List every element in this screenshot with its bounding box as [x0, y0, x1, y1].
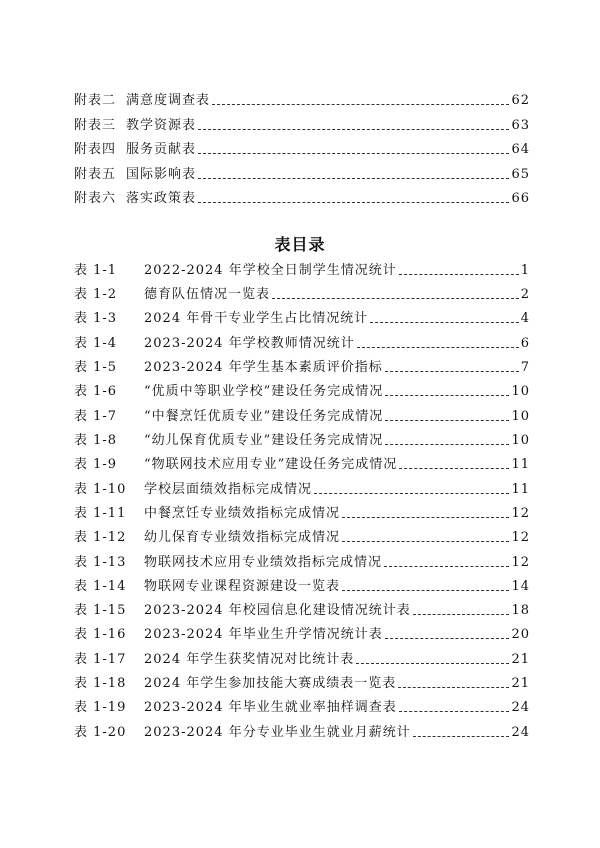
appendix-entry[interactable]: [74, 115, 530, 135]
table-list-heading: 表目录: [274, 235, 326, 254]
table-entry[interactable]: [74, 381, 530, 401]
entry-page-number: 62: [511, 93, 530, 108]
entry-title: 2022-2024 年学校全日制学生情况统计: [144, 263, 397, 278]
dot-leader: [399, 274, 519, 275]
entry-label: 表 1-19: [74, 700, 127, 715]
dot-leader: [342, 517, 509, 518]
table-entry[interactable]: [74, 284, 530, 304]
entry-label: 表 1-10: [74, 482, 127, 497]
table-entry[interactable]: [74, 430, 530, 450]
dot-leader: [198, 202, 509, 203]
entry-page-number: 10: [511, 433, 530, 448]
dot-leader: [384, 566, 509, 567]
table-entry[interactable]: [74, 260, 530, 280]
entry-title: 服务贡献表: [126, 142, 197, 157]
entry-label: 表 1-2: [74, 287, 118, 302]
entry-title: 2023-2024 年学校教师情况统计: [144, 336, 355, 351]
entry-title: 物联网技术应用专业绩效指标完成情况: [144, 555, 383, 570]
dot-leader: [370, 322, 519, 323]
entry-title: 中餐烹饪专业绩效指标完成情况: [144, 506, 341, 521]
entry-label: 表 1-14: [74, 579, 127, 594]
table-entry[interactable]: [74, 503, 530, 523]
entry-page-number: 64: [511, 142, 530, 157]
entry-label: 附表六: [74, 191, 117, 206]
table-entry[interactable]: [74, 308, 530, 328]
dot-leader: [356, 663, 509, 664]
entry-label: 附表四: [74, 142, 117, 157]
dot-leader: [399, 711, 510, 712]
table-entry[interactable]: [74, 600, 530, 620]
table-entry[interactable]: [74, 357, 530, 377]
entry-title: 2023-2024 年毕业生就业率抽样调查表: [144, 700, 397, 715]
table-entry[interactable]: [74, 406, 530, 426]
entry-title: “优质中等职业学校”建设任务完成情况: [144, 384, 384, 399]
table-entry[interactable]: [74, 649, 530, 669]
dot-leader: [413, 736, 510, 737]
dot-leader: [385, 444, 509, 445]
table-entry[interactable]: [74, 527, 530, 547]
entry-label: 附表三: [74, 118, 117, 133]
entry-label: 表 1-7: [74, 409, 118, 424]
dot-leader: [357, 347, 519, 348]
entry-page-number: 11: [511, 457, 530, 472]
table-entry[interactable]: [74, 333, 530, 353]
entry-title: 满意度调查表: [126, 93, 211, 108]
dot-leader: [198, 178, 509, 179]
entry-title: 2024 年学生参加技能大赛成绩表一览表: [144, 676, 397, 691]
appendix-entry[interactable]: [74, 164, 530, 184]
entry-label: 表 1-6: [74, 384, 118, 399]
entry-label: 表 1-18: [74, 676, 127, 691]
entry-title: “物联网技术应用专业”建设任务完成情况: [144, 457, 398, 472]
entry-label: 附表二: [74, 93, 117, 108]
entry-page-number: 24: [511, 700, 530, 715]
table-entry[interactable]: [74, 697, 530, 717]
entry-page-number: 65: [511, 167, 530, 182]
entry-page-number: 11: [511, 482, 530, 497]
table-entry[interactable]: [74, 673, 530, 693]
entry-page-number: 2: [520, 287, 530, 302]
entry-page-number: 24: [511, 725, 530, 740]
entry-label: 表 1-5: [74, 360, 118, 375]
entry-page-number: 12: [511, 555, 530, 570]
dot-leader: [385, 638, 510, 639]
entry-label: 表 1-12: [74, 530, 127, 545]
entry-title: “中餐烹饪优质专业”建设任务完成情况: [144, 409, 384, 424]
entry-page-number: 63: [511, 118, 530, 133]
entry-page-number: 6: [520, 336, 530, 351]
entry-title: 2023-2024 年学生基本素质评价指标: [144, 360, 383, 375]
entry-title: 国际影响表: [126, 167, 197, 182]
entry-title: “幼儿保育优质专业”建设任务完成情况: [144, 433, 384, 448]
entry-page-number: 1: [520, 263, 530, 278]
entry-label: 表 1-16: [74, 627, 127, 642]
entry-page-number: 12: [511, 506, 530, 521]
entry-page-number: 10: [511, 384, 530, 399]
dot-leader: [314, 493, 509, 494]
appendix-entry[interactable]: [74, 188, 530, 208]
dot-leader: [272, 298, 519, 299]
table-entry[interactable]: [74, 479, 530, 499]
dot-leader: [212, 104, 509, 105]
appendix-entry[interactable]: [74, 90, 530, 110]
entry-page-number: 10: [511, 409, 530, 424]
entry-title: 2023-2024 年校园信息化建设情况统计表: [144, 603, 411, 618]
entry-page-number: 21: [511, 652, 530, 667]
dot-leader: [198, 129, 509, 130]
table-entry[interactable]: [74, 576, 530, 596]
entry-label: 表 1-11: [74, 506, 127, 521]
table-entry[interactable]: [74, 722, 530, 742]
entry-title: 物联网专业课程资源建设一览表: [144, 579, 341, 594]
dot-leader: [342, 590, 509, 591]
dot-leader: [385, 371, 519, 372]
dot-leader: [385, 420, 509, 421]
entry-title: 教学资源表: [126, 118, 197, 133]
appendix-entry[interactable]: [74, 139, 530, 159]
entry-page-number: 66: [511, 191, 530, 206]
entry-title: 2024 年学生获奖情况对比统计表: [144, 652, 355, 667]
entry-label: 表 1-8: [74, 433, 118, 448]
dot-leader: [385, 395, 509, 396]
entry-title: 2023-2024 年毕业生升学情况统计表: [144, 627, 383, 642]
entry-title: 落实政策表: [126, 191, 197, 206]
dot-leader: [413, 614, 510, 615]
entry-label: 附表五: [74, 167, 117, 182]
entry-label: 表 1-20: [74, 725, 127, 740]
entry-page-number: 20: [511, 627, 530, 642]
entry-title: 2024 年骨干专业学生占比情况统计: [144, 311, 369, 326]
entry-label: 表 1-4: [74, 336, 118, 351]
entry-title: 2023-2024 年分专业毕业生就业月薪统计: [144, 725, 411, 740]
entry-page-number: 21: [511, 676, 530, 691]
dot-leader: [399, 468, 509, 469]
entry-label: 表 1-15: [74, 603, 127, 618]
entry-label: 表 1-9: [74, 457, 118, 472]
entry-title: 学校层面绩效指标完成情况: [144, 482, 313, 497]
table-entry[interactable]: [74, 624, 530, 644]
entry-label: 表 1-17: [74, 652, 127, 667]
entry-label: 表 1-13: [74, 555, 127, 570]
entry-page-number: 14: [511, 579, 530, 594]
entry-page-number: 4: [520, 311, 530, 326]
entry-page-number: 7: [520, 360, 530, 375]
entry-title: 德育队伍情况一览表: [144, 287, 271, 302]
dot-leader: [198, 153, 509, 154]
table-entry[interactable]: [74, 454, 530, 474]
table-entry[interactable]: [74, 552, 530, 572]
entry-title: 幼儿保育专业绩效指标完成情况: [144, 530, 341, 545]
dot-leader: [342, 541, 509, 542]
entry-page-number: 12: [511, 530, 530, 545]
entry-label: 表 1-3: [74, 311, 118, 326]
dot-leader: [398, 687, 509, 688]
entry-label: 表 1-1: [74, 263, 118, 278]
entry-page-number: 18: [511, 603, 530, 618]
